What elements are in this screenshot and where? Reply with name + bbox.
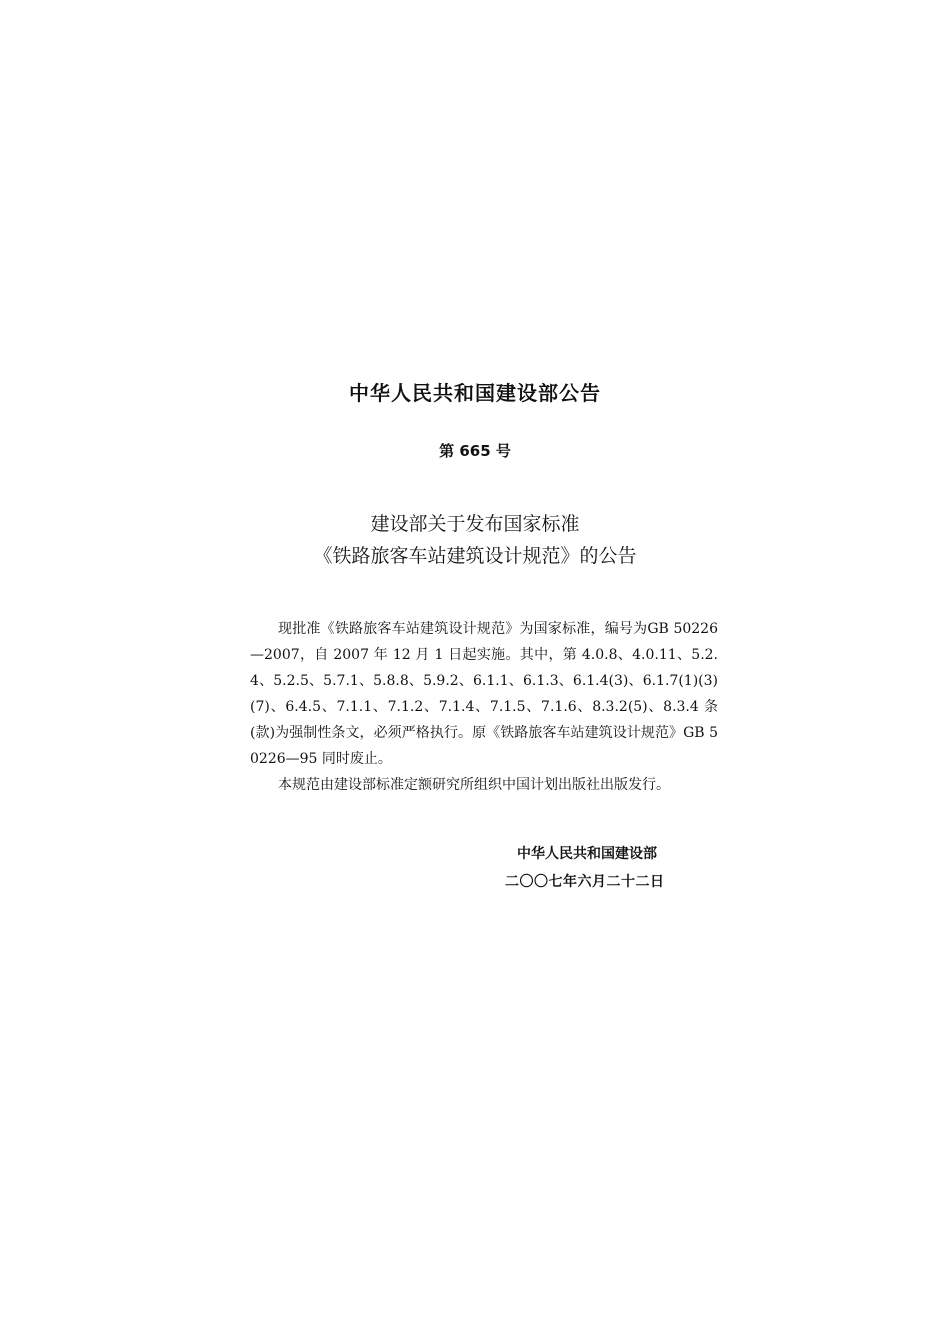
signature-block xyxy=(505,840,705,896)
subject-line-2: 《铁路旅客车站建筑设计规范》的公告 xyxy=(313,545,637,567)
subject-line-1: 建设部关于发布国家标准 xyxy=(370,513,580,535)
body-paragraph-1: 现批准《铁路旅客车站建筑设计规范》为国家标准，编号为GB 50226—2007，自 2007 年 12 月 1 日起实施。其中，第 4.0.8、4.0.11、5.2.4、5.2.5、5.7.1、5.8.8、5.9.2、6.1.1、6.1.3、6.1.4(3)、6.1.7(1)(3)(7)、6.4.5、7.1.1、7.1.2、7.1.4、7.1.5、7.1.6、8.3.2(5)、8.3.4 条(款)为强制性条文，必须严格执行。原《铁路旅客车站建筑设计规范》GB 50226—95 同时废止。 xyxy=(250,621,718,767)
announcement-number: 第 665 号 xyxy=(439,442,511,460)
announcement-body xyxy=(250,616,718,798)
signature-date: 二〇〇七年六月二十二日 xyxy=(505,874,665,890)
announcement-heading: 中华人民共和国建设部公告 xyxy=(349,381,601,405)
announcement-subject xyxy=(0,508,950,572)
signature-organization: 中华人民共和国建设部 xyxy=(517,846,657,862)
body-paragraph-2: 本规范由建设部标准定额研究所组织中国计划出版社出版发行。 xyxy=(278,777,670,793)
